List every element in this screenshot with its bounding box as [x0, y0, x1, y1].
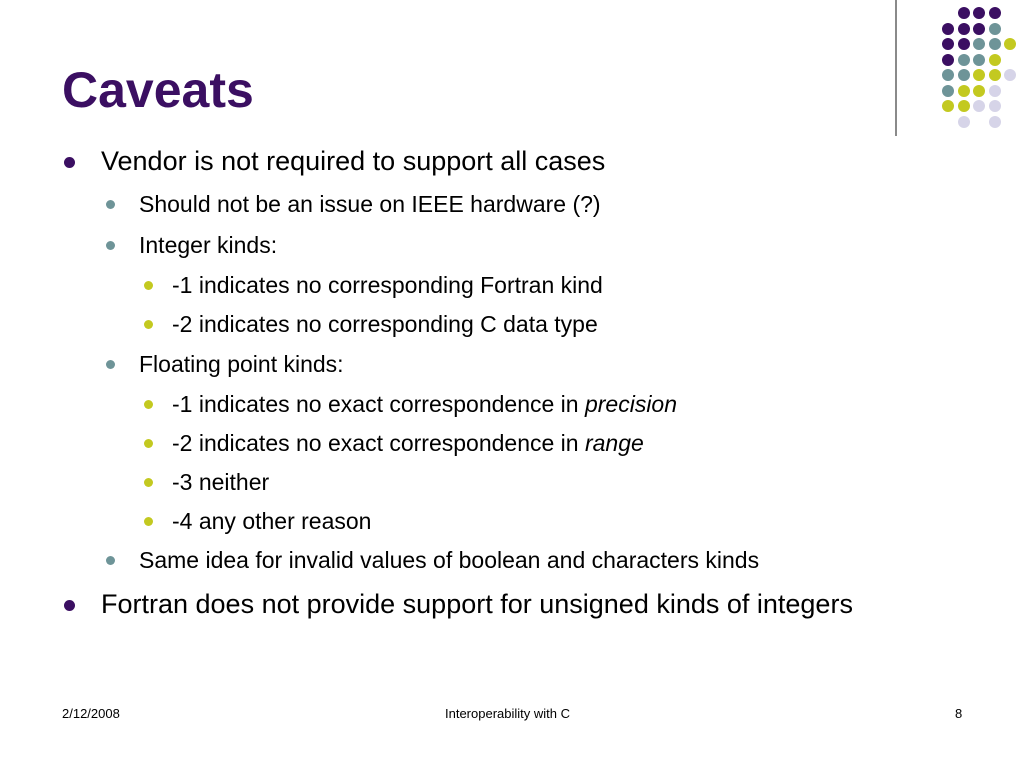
- bullet-marker-icon: [144, 320, 153, 329]
- bullet-item: [139, 189, 601, 219]
- bullet-marker-icon: [144, 400, 153, 409]
- bullet-item: [172, 270, 603, 300]
- bullet-text: -2 indicates no exact correspondence in: [172, 430, 585, 456]
- bullet-item: [172, 309, 598, 339]
- bullet-marker-icon: [106, 360, 115, 369]
- bullet-text: Floating point kinds:: [139, 351, 344, 377]
- footer-title: Interoperability with C: [445, 706, 570, 721]
- bullet-text: Same idea for invalid values of boolean and characters kinds: [139, 547, 760, 573]
- bullet-item: [139, 349, 344, 379]
- bullet-item: [172, 428, 644, 458]
- bullet-text: -1 indicates no corresponding Fortran kind: [172, 272, 603, 298]
- bullet-text: -4 any other reason: [172, 508, 372, 534]
- bullet-marker-icon: [64, 157, 75, 168]
- bullet-text: Vendor is not required to support all cases: [101, 146, 606, 176]
- bullet-text: -1 indicates no exact correspondence in: [172, 391, 585, 417]
- bullet-item: [101, 587, 853, 621]
- bullet-marker-icon: [144, 439, 153, 448]
- bullet-marker-icon: [106, 556, 115, 565]
- bullet-text: Fortran does not provide support for unsigned kinds of integers: [101, 589, 853, 619]
- bullet-marker-icon: [64, 600, 75, 611]
- footer-date: 2/12/2008: [62, 706, 120, 721]
- bullet-marker-icon: [144, 281, 153, 290]
- bullet-item: [139, 545, 759, 575]
- footer-page-number: 8: [955, 706, 963, 721]
- bullet-marker-icon: [106, 241, 115, 250]
- bullet-text: -3 neither: [172, 469, 270, 495]
- bullet-marker-icon: [144, 478, 153, 487]
- bullet-item: [101, 144, 605, 178]
- bullet-marker-icon: [144, 517, 153, 526]
- bullet-emphasis: range: [584, 430, 644, 456]
- bullet-emphasis: precision: [584, 391, 678, 417]
- slide-title: Caveats: [62, 62, 254, 118]
- bullet-text: -2 indicates no corresponding C data type: [172, 311, 598, 337]
- bullet-item: [172, 389, 677, 419]
- bullet-marker-icon: [106, 200, 115, 209]
- bullet-item: [139, 230, 277, 260]
- bullet-item: [172, 467, 269, 497]
- bullet-item: [172, 506, 371, 536]
- bullet-text: Should not be an issue on IEEE hardware (?): [139, 191, 601, 217]
- bullet-text: Integer kinds:: [139, 232, 278, 258]
